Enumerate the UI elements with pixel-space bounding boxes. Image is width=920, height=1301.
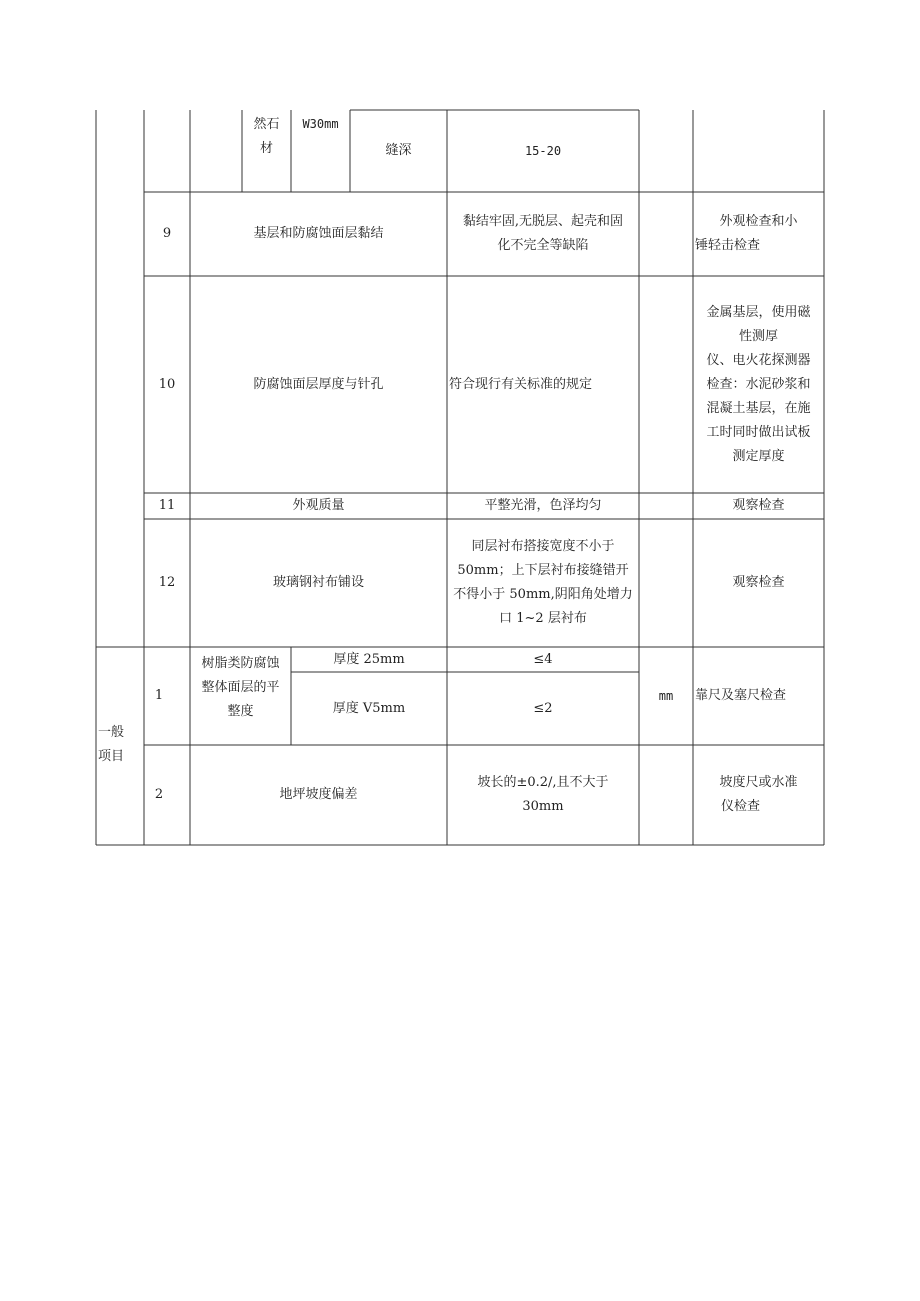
material-cell	[242, 110, 291, 164]
row-9-item: 基层和防腐蚀面层黏结	[253, 226, 384, 241]
row-12-number: 12	[158, 575, 176, 590]
general-row-1-item-line-3: 整度	[227, 704, 254, 719]
row-10-method-line-4: 检查：水泥砂浆和	[706, 376, 811, 392]
row-11-method: 观察检查	[732, 498, 785, 513]
general-row-2-standard-line-2: 30mm	[522, 799, 564, 814]
row-11-number: 11	[158, 498, 176, 513]
row-9-standard-line-1: 黏结牢固,无脱层、起壳和固	[462, 214, 624, 229]
general-category-line-2: 项目	[98, 749, 125, 764]
general-row-1-item-line-2: 整体面层的平	[201, 680, 280, 695]
general-row-1-condition-1-cell	[291, 647, 447, 672]
row-9-standard-cell	[447, 192, 639, 276]
row-12-item-cell	[190, 519, 447, 647]
row-10-method-line-1: 金属基层，使用磁	[706, 304, 811, 320]
row-12-standard-line-3: 不得小于 50mm,阴阳角处增力	[453, 587, 633, 602]
row-10-method-line-7: 测定厚度	[732, 448, 785, 464]
row-12-method: 观察检查	[732, 575, 785, 590]
row-9-number: 9	[162, 226, 172, 241]
row-9-method-line-1: 外观检查和小	[719, 214, 798, 229]
general-row-1-unit-cell	[639, 647, 693, 745]
general-row-2-method-line-1: 坡度尺或水准	[719, 775, 798, 790]
row-10-number: 10	[158, 376, 176, 392]
row-11-standard-cell	[447, 493, 639, 519]
row-10-number-cell	[144, 276, 190, 493]
general-row-1-standard-1-cell	[447, 647, 639, 672]
row-9-number-cell	[144, 192, 190, 276]
general-category-cell	[96, 700, 144, 790]
joint-depth-label: 缝深	[385, 143, 412, 158]
row-12-standard-cell	[447, 519, 639, 647]
row-10-method-line-6: 工时同时做出试板	[706, 424, 811, 440]
row-11-standard: 平整光滑，色泽均匀	[484, 498, 602, 513]
row-12-standard-line-2: 50mm；上下层衬布接缝错开	[457, 563, 629, 578]
general-row-1-item-cell	[190, 647, 291, 729]
general-row-2-standard-line-1: 坡长的±0.2/,且不大于	[477, 775, 609, 790]
row-12-number-cell	[144, 519, 190, 647]
general-row-2-number: 2	[154, 787, 164, 802]
row-9-item-cell	[190, 192, 447, 276]
general-row-1-method: 靠尺及塞尺检查	[695, 688, 787, 703]
row-12-item: 玻璃钢衬布铺设	[272, 575, 364, 590]
row-10-item-cell	[190, 276, 447, 493]
general-row-1-number: 1	[154, 688, 164, 703]
joint-depth-value: 15-20	[524, 144, 562, 158]
general-category-line-1: 一般	[98, 725, 125, 740]
general-row-1-condition-2: 厚度 V5mm	[332, 700, 406, 716]
row-9-standard-line-2: 化不完全等缺陷	[497, 238, 589, 253]
general-row-1-standard-2-cell	[447, 672, 639, 745]
row-12-standard-line-4: 口 1~2 层衬布	[499, 611, 587, 626]
row-12-method-cell	[693, 519, 824, 647]
row-10-method-line-5: 混凝土基层，在施	[706, 400, 811, 416]
general-row-2-method-line-2: 仪检查	[721, 799, 761, 814]
row-10-standard-cell	[447, 276, 639, 493]
general-row-2-item-cell	[190, 745, 447, 845]
general-row-1-item-line-1: 树脂类防腐蚀	[201, 656, 280, 671]
row-10-method-line-2: 性测厚	[738, 328, 778, 344]
joint-depth-value-cell	[447, 110, 639, 192]
row-11-item: 外观质量	[292, 498, 345, 513]
general-row-1-unit: mm	[658, 689, 674, 703]
row-10-item: 防腐蚀面层厚度与针孔	[253, 376, 384, 392]
joint-width-cell	[291, 110, 350, 138]
general-row-1-condition-2-cell	[291, 672, 447, 745]
row-12-standard-line-1: 同层衬布搭接宽度不小于	[471, 539, 615, 554]
general-row-2-number-cell	[144, 745, 174, 845]
row-10-method-line-3: 仪、电火花探测器	[706, 352, 811, 368]
row-10-method-cell	[693, 276, 824, 493]
general-row-1-condition-1: 厚度 25mm	[333, 651, 405, 667]
row-9-method-line-2: 锤轻击检查	[695, 238, 761, 253]
row-11-number-cell	[144, 493, 190, 519]
general-row-1-standard-2: ≤2	[533, 700, 553, 716]
row-9-method-cell	[693, 192, 824, 276]
row-11-method-cell	[693, 493, 824, 519]
general-row-2-item: 地坪坡度偏差	[279, 787, 358, 802]
row-10-standard: 符合现行有关标准的规定	[449, 376, 593, 392]
material-line-1: 然石	[253, 117, 280, 132]
general-row-1-standard-1: ≤4	[533, 651, 553, 667]
joint-width: W30mm	[302, 117, 339, 131]
row-11-item-cell	[190, 493, 447, 519]
general-row-2-method-cell	[693, 745, 824, 845]
general-row-1-number-cell	[144, 647, 174, 745]
joint-depth-label-cell	[350, 110, 447, 192]
general-row-2-standard-cell	[447, 745, 639, 845]
general-row-1-method-cell	[693, 647, 824, 745]
material-line-2: 材	[259, 141, 273, 156]
